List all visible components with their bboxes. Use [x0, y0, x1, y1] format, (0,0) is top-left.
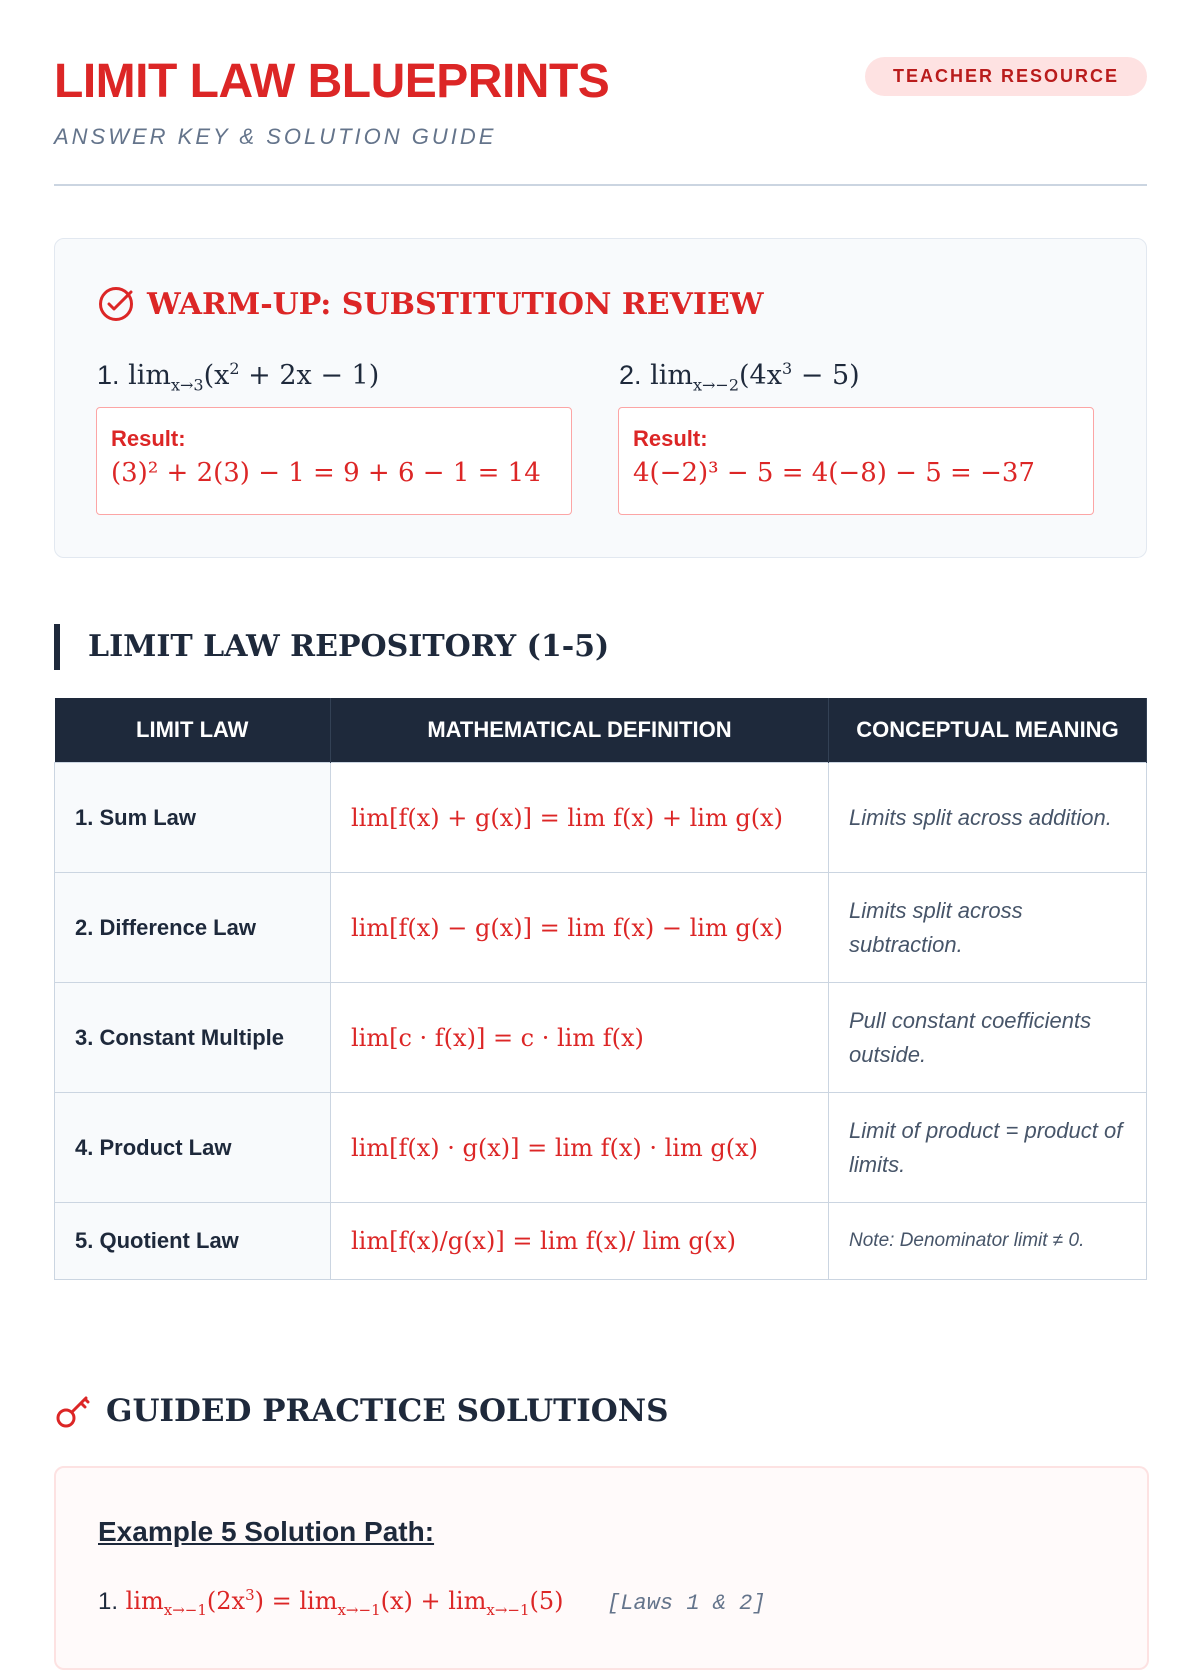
problem-number: 1. [97, 360, 120, 390]
warmup-heading [97, 285, 764, 323]
repository-heading: LIMIT LAW REPOSITORY (1-5) [54, 624, 609, 670]
law-meaning: Limits split across addition. [829, 763, 1147, 873]
guided-practice-heading [54, 1392, 668, 1430]
limit-law-table [54, 698, 1147, 1280]
law-name: 4. Product Law [55, 1093, 331, 1203]
law-meaning: Limits split across subtraction. [829, 873, 1147, 983]
law-definition: lim[f(x) · g(x)] = lim f(x) · lim g(x) [331, 1093, 829, 1203]
table-row [55, 873, 1147, 983]
law-meaning: Limit of product = product of limits. [829, 1093, 1147, 1203]
result-expression: 4(−2)³ − 5 = 4(−8) − 5 = −37 [633, 458, 1035, 488]
column-header: LIMIT LAW [55, 698, 331, 763]
teacher-resource-badge: TEACHER RESOURCE [865, 57, 1147, 96]
warmup-problem-2: 2. $\lim_{x\to-2}(4x^3 - 5)$ [619, 359, 860, 395]
law-name: 1. Sum Law [55, 763, 331, 873]
step-number: 1. [98, 1588, 119, 1615]
problem-number: 2. [619, 360, 642, 390]
step-laws-reference: [Laws 1 & 2] [607, 1591, 766, 1616]
warmup-result-2 [618, 407, 1094, 515]
warmup-title: WARM-UP: SUBSTITUTION REVIEW [147, 286, 764, 322]
solution-step: 1. $\lim_{x\to-1}(2x^3) = \lim_{x\to-1}(x) + \lim_{x\to-1}(5)$ [Laws 1 & 2] [98, 1586, 766, 1619]
result-label: Result: [111, 426, 186, 451]
law-name: 5. Quotient Law [55, 1203, 331, 1280]
result-expression: (3)² + 2(3) − 1 = 9 + 6 − 1 = 14 [111, 458, 541, 488]
law-name: 2. Difference Law [55, 873, 331, 983]
law-definition: lim[c · f(x)] = c · lim f(x) [331, 983, 829, 1093]
example-title: Example 5 Solution Path: [98, 1516, 435, 1547]
law-definition: lim[f(x) + g(x)] = lim f(x) + lim g(x) [331, 763, 829, 873]
table-row [55, 1093, 1147, 1203]
law-name: 3. Constant Multiple [55, 983, 331, 1093]
guided-title: GUIDED PRACTICE SOLUTIONS [106, 1393, 669, 1429]
key-icon [54, 1392, 92, 1430]
table-header-row [55, 698, 1147, 763]
law-meaning: Pull constant coefficients outside. [829, 983, 1147, 1093]
law-meaning: Note: Denominator limit ≠ 0. [829, 1203, 1147, 1280]
worksheet-page [54, 0, 1147, 1619]
warmup-result-1 [96, 407, 572, 515]
page-subtitle: ANSWER KEY & SOLUTION GUIDE [54, 124, 497, 149]
column-header: CONCEPTUAL MEANING [829, 698, 1147, 763]
solution-card [54, 1466, 1149, 1670]
law-definition: lim[f(x) − g(x)] = lim f(x) − lim g(x) [331, 873, 829, 983]
column-header: MATHEMATICAL DEFINITION [331, 698, 829, 763]
result-label: Result: [633, 426, 708, 451]
page-title: LIMIT LAW BLUEPRINTS [54, 55, 610, 108]
check-circle-icon [97, 285, 135, 323]
law-definition: lim[f(x)/g(x)] = lim f(x)/ lim g(x) [331, 1203, 829, 1280]
table-row [55, 1203, 1147, 1280]
table-row [55, 983, 1147, 1093]
warmup-card [54, 238, 1147, 558]
page-header [54, 0, 1147, 186]
table-row [55, 763, 1147, 873]
warmup-problem-1: 1. $\lim_{x\to 3}(x^2 + 2x - 1)$ [97, 359, 380, 395]
